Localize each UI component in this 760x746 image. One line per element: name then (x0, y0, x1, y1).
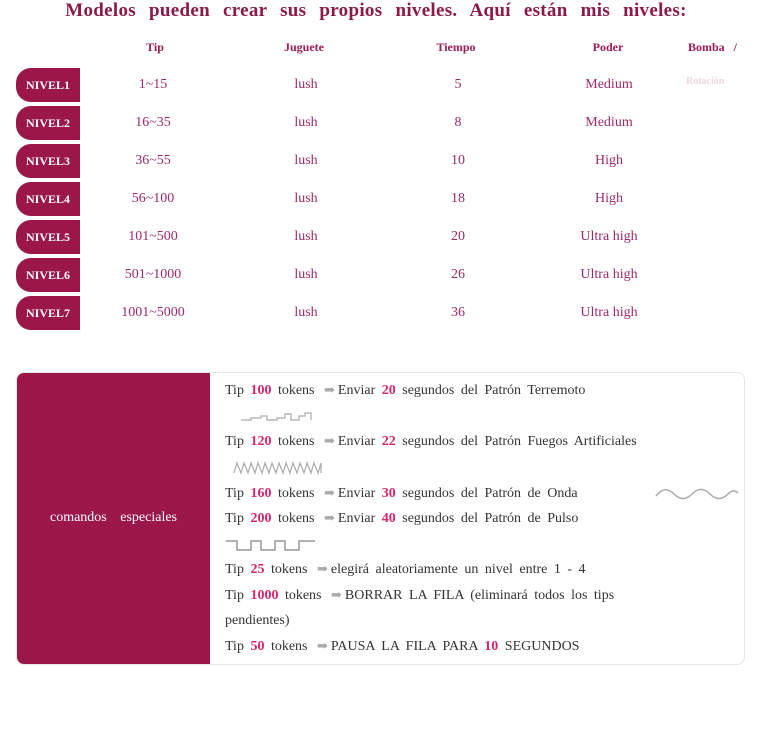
command-amount: 100 (250, 383, 272, 398)
command-tokens-label: tokens (284, 588, 322, 603)
level-time: 5 (454, 77, 462, 92)
level-power: Medium (585, 115, 633, 130)
command-tokens-label: tokens (277, 486, 315, 501)
special-commands-label: comandos especiales (49, 510, 177, 525)
level-tip: 101~500 (128, 229, 178, 244)
command-line-continued: pendientes) (225, 613, 290, 628)
level-row (0, 68, 700, 102)
arrow-right-icon: ➡ (324, 485, 335, 500)
command-action: Enviar (337, 511, 376, 526)
command-action: Enviar (337, 486, 376, 501)
level-row (0, 258, 700, 292)
header-bomba: Bomba / (688, 40, 738, 54)
level-power: Ultra high (580, 305, 638, 320)
command-amount: 1000 (250, 588, 279, 603)
command-seconds: 22 (381, 434, 396, 449)
command-line (225, 638, 579, 655)
command-tip-label: Tip (225, 639, 244, 654)
level-row (0, 106, 700, 140)
header-time: Tiempo (436, 40, 476, 54)
command-line (225, 382, 585, 399)
page-title: Modelos pueden crear sus propios niveles. Aquí están mis niveles: (65, 0, 687, 21)
level-tip: 16~35 (135, 115, 171, 130)
command-tip-label: Tip (225, 383, 244, 398)
command-action: BORRAR LA FILA (eliminará todos los tips (344, 588, 615, 603)
command-tokens-label: tokens (277, 511, 315, 526)
command-tokens-label: tokens (270, 639, 308, 654)
command-line (225, 587, 614, 604)
command-tip-label: Tip (225, 562, 244, 577)
command-line (225, 485, 578, 502)
arrow-right-icon: ➡ (317, 561, 328, 576)
command-pattern: segundos del Patrón Terremoto (402, 383, 586, 398)
arrow-right-icon: ➡ (317, 638, 328, 653)
arrow-right-icon: ➡ (324, 510, 335, 525)
command-tokens-label: tokens (277, 383, 315, 398)
command-seconds: 20 (381, 383, 396, 398)
earthquake-pattern-icon (241, 410, 313, 422)
command-pattern: SEGUNDOS (504, 639, 580, 654)
level-power: Ultra high (580, 267, 638, 282)
fireworks-pattern-icon (233, 461, 323, 475)
command-pattern: segundos del Patrón de Onda (402, 486, 578, 501)
special-commands-panel (16, 372, 745, 665)
level-time: 10 (451, 153, 465, 168)
header-toy: Juguete (284, 40, 324, 54)
level-badge: NIVEL6 (16, 258, 80, 292)
command-seconds: 30 (381, 486, 396, 501)
level-power: High (595, 153, 623, 168)
level-row (0, 296, 700, 330)
level-badge: NIVEL5 (16, 220, 80, 254)
command-action: PAUSA LA FILA PARA (330, 639, 478, 654)
command-tokens-label: tokens (270, 562, 308, 577)
level-power: Ultra high (580, 229, 638, 244)
command-action: Enviar (337, 383, 376, 398)
command-seconds: 10 (484, 639, 499, 654)
level-toy: lush (294, 115, 318, 130)
command-tip-label: Tip (225, 588, 244, 603)
command-action: elegirá aleatoriamente un nivel entre 1 - 4 (330, 562, 586, 577)
level-time: 26 (451, 267, 465, 282)
command-action: Enviar (337, 434, 376, 449)
command-tip-label: Tip (225, 511, 244, 526)
level-toy: lush (294, 267, 318, 282)
level-tip: 1001~5000 (121, 305, 185, 320)
command-pattern: segundos del Patrón Fuegos Artificiales (402, 434, 637, 449)
level-power: High (595, 191, 623, 206)
level-badge: NIVEL3 (16, 144, 80, 178)
level-row (0, 220, 700, 254)
pulse-pattern-icon (225, 538, 317, 552)
command-amount: 50 (250, 639, 265, 654)
command-amount: 25 (250, 562, 265, 577)
command-tip-label: Tip (225, 434, 244, 449)
command-line (225, 561, 586, 578)
header-power: Poder (592, 40, 624, 54)
special-commands-header (17, 373, 210, 664)
level-badge: NIVEL2 (16, 106, 80, 140)
level-toy: lush (294, 77, 318, 92)
level-tip: 56~100 (131, 191, 175, 206)
level-time: 36 (451, 305, 465, 320)
level-power: Medium (585, 77, 633, 92)
header-rotacion: Rotación (686, 76, 725, 87)
level-badge: NIVEL1 (16, 68, 80, 102)
arrow-right-icon: ➡ (324, 382, 335, 397)
level-tip: 36~55 (135, 153, 171, 168)
level-toy: lush (294, 153, 318, 168)
level-toy: lush (294, 191, 318, 206)
level-tip: 501~1000 (124, 267, 182, 282)
command-amount: 200 (250, 511, 272, 526)
command-amount: 120 (250, 434, 272, 449)
command-tokens-label: tokens (277, 434, 315, 449)
level-badge: NIVEL7 (16, 296, 80, 330)
wave-pattern-icon (655, 487, 739, 501)
level-toy: lush (294, 305, 318, 320)
command-line (225, 510, 578, 527)
level-toy: lush (294, 229, 318, 244)
level-time: 20 (451, 229, 465, 244)
level-time: 8 (454, 115, 462, 130)
command-tip-label: Tip (225, 486, 244, 501)
level-tip: 1~15 (138, 77, 168, 92)
header-tip: Tip (146, 40, 164, 54)
arrow-right-icon: ➡ (331, 587, 342, 602)
level-row (0, 144, 700, 178)
command-seconds: 40 (381, 511, 396, 526)
level-badge: NIVEL4 (16, 182, 80, 216)
command-amount: 160 (250, 486, 272, 501)
arrow-right-icon: ➡ (324, 433, 335, 448)
special-commands-list (225, 373, 735, 664)
command-line (225, 433, 637, 450)
level-row (0, 182, 700, 216)
command-pattern: segundos del Patrón de Pulso (402, 511, 579, 526)
level-time: 18 (451, 191, 465, 206)
